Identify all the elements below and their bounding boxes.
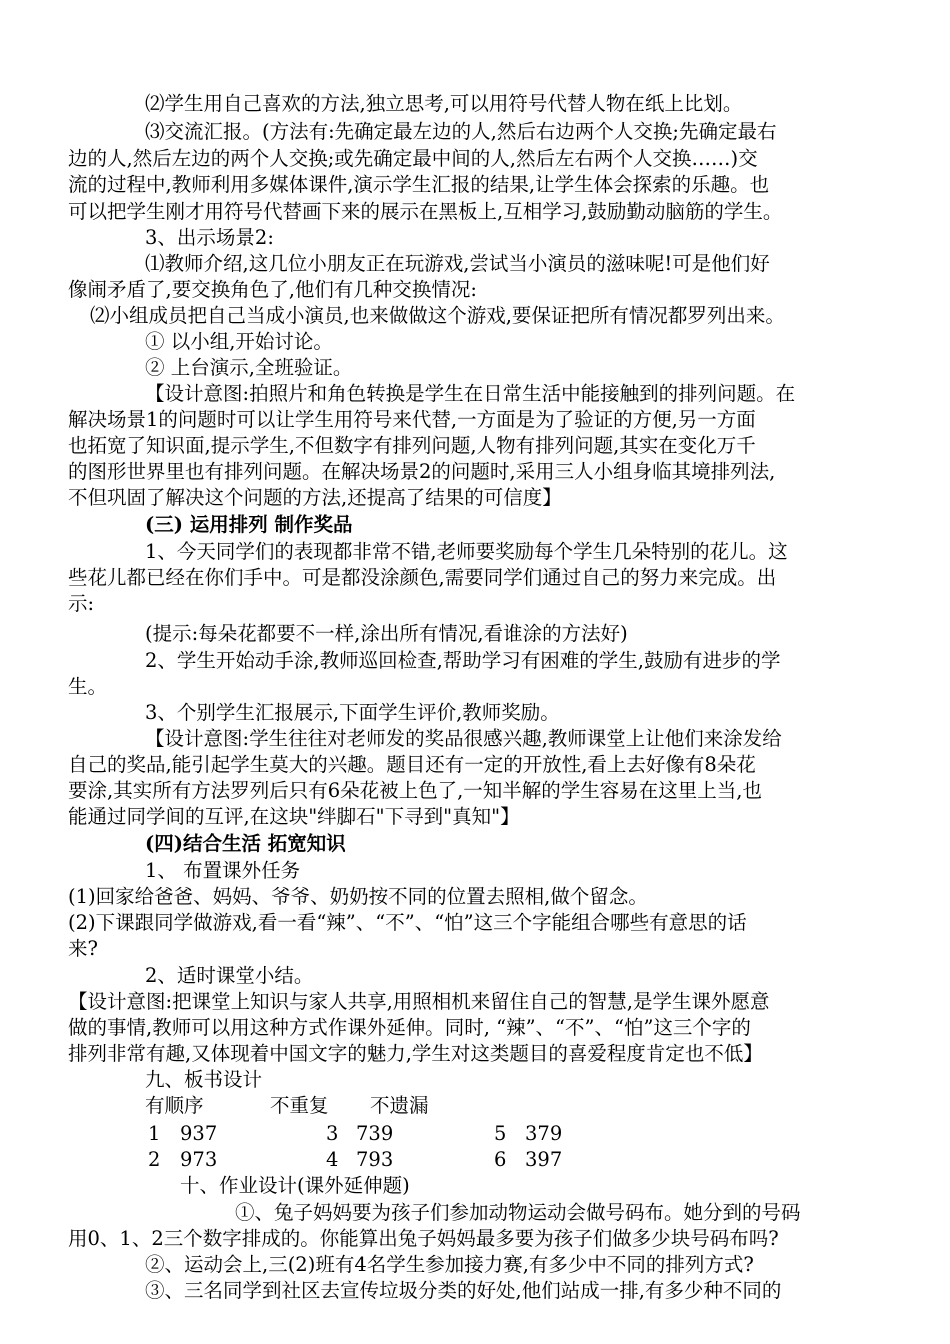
text-line: ① 以小组,开始讨论。	[145, 330, 333, 353]
section-heading: (三) 运用排列 制作奖品	[145, 513, 353, 536]
board-cell: 1	[148, 1122, 161, 1145]
text-line: 3、出示场景2:	[145, 226, 274, 249]
text-line: ⑵小组成员把自己当成小演员,也来做做这个游戏,要保证把所有情况都罗列出来。	[90, 304, 785, 327]
board-header: 有顺序	[145, 1094, 204, 1117]
text-line: ⑴教师介绍,这几位小朋友正在玩游戏,尝试当小演员的滋味呢!可是他们好	[145, 252, 770, 275]
board-cell: 793	[356, 1148, 394, 1171]
text-line: 不但巩固了解决这个问题的方法,还提高了结果的可信度】	[68, 486, 562, 509]
board-cell: 5	[494, 1122, 507, 1145]
board-cell: 937	[180, 1122, 218, 1145]
text-line: 也拓宽了知识面,提示学生,不但数字有排列问题,人物有排列问题,其实在变化万千	[68, 434, 756, 457]
board-cell: 4	[326, 1148, 339, 1171]
section-heading: (四)结合生活 拓宽知识	[145, 832, 346, 855]
text-line: 做的事情,教师可以用这种方式作课外延伸。同时, “辣”、“不”、“怕”这三个字的	[68, 1016, 751, 1039]
board-cell: 973	[180, 1148, 218, 1171]
text-line: 十、作业设计(课外延伸题)	[180, 1174, 410, 1197]
text-line: 要涂,其实所有方法罗列后只有6朵花被上色了,一知半解的学生容易在这里上当,也	[68, 779, 763, 802]
text-line: 像闹矛盾了,要交换角色了,他们有几种交换情况:	[68, 278, 477, 301]
text-line: ②、运动会上,三(2)班有4名学生参加接力赛,有多少中不同的排列方式?	[145, 1253, 754, 1276]
text-line: 2、学生开始动手涂,教师巡回检查,帮助学习有困难的学生,鼓励有进步的学	[145, 649, 781, 672]
text-line: 自己的奖品,能引起学生莫大的兴趣。题目还有一定的开放性,看上去好像有8朵花	[68, 753, 756, 776]
board-header: 不重复	[270, 1094, 329, 1117]
board-cell: 6	[494, 1148, 507, 1171]
text-line: 用0、1、2三个数字排成的。你能算出兔子妈妈最多要为孩子们做多少块号码布吗?	[68, 1227, 779, 1250]
text-line: 的图形世界里也有排列问题。在解决场景2的问题时,采用三人小组身临其境排列法,	[68, 460, 776, 483]
text-line: 流的过程中,教师利用多媒体课件,演示学生汇报的结果,让学生体会探索的乐趣。也	[68, 173, 770, 196]
text-line: 【设计意图:拍照片和角色转换是学生在日常生活中能接触到的排列问题。在	[145, 382, 796, 405]
text-line: 1、今天同学们的表现都非常不错,老师要奖励每个学生几朵特别的花儿。这	[145, 540, 788, 563]
text-line: ② 上台演示,全班验证。	[145, 356, 353, 379]
text-line: 生。	[68, 675, 108, 698]
text-line: 九、板书设计	[145, 1068, 263, 1091]
text-line: 排列非常有趣,又体现着中国文字的魅力,学生对这类题目的喜爱程度肯定也不低】	[68, 1042, 763, 1065]
text-line: (提示:每朵花都要不一样,涂出所有情况,看谁涂的方法好)	[145, 622, 628, 645]
text-line: (1)回家给爸爸、妈妈、爷爷、奶奶按不同的位置去照相,做个留念。	[68, 885, 648, 908]
board-cell: 739	[356, 1122, 394, 1145]
text-line: 来?	[68, 937, 98, 960]
text-line: ③、三名同学到社区去宣传垃圾分类的好处,他们站成一排,有多少种不同的	[145, 1279, 782, 1302]
text-line: 可以把学生刚才用符号代替画下来的展示在黑板上,互相学习,鼓励勤动脑筋的学生。	[68, 200, 783, 223]
text-line: (2)下课跟同学做游戏,看一看“辣”、“不”、“怕”这三个字能组合哪些有意思的话	[68, 911, 747, 934]
board-header: 不遗漏	[370, 1094, 429, 1117]
text-line: 能通过同学间的互评,在这块"绊脚石"下寻到"真知"】	[68, 805, 520, 828]
text-line: 2、适时课堂小结。	[145, 964, 314, 987]
board-cell: 2	[148, 1148, 161, 1171]
board-cell: 3	[326, 1122, 339, 1145]
board-cell: 379	[525, 1122, 563, 1145]
text-line: 边的人,然后左边的两个人交换;或先确定最中间的人,然后左右两个人交换……)交	[68, 147, 758, 170]
text-line: 【设计意图:把课堂上知识与家人共享,用照相机来留住自己的智慧,是学生课外愿意	[68, 990, 770, 1013]
text-line: 解决场景1的问题时可以让学生用符号来代替,一方面是为了验证的方便,另一方面	[68, 408, 756, 431]
text-line: ①、兔子妈妈要为孩子们参加动物运动会做号码布。她分到的号码	[235, 1201, 801, 1224]
text-line: ⑶交流汇报。(方法有:先确定最左边的人,然后右边两个人交换;先确定最右	[145, 120, 777, 143]
text-line: 示:	[68, 592, 95, 615]
text-line: 些花儿都已经在你们手中。可是都没涂颜色,需要同学们通过自己的努力来完成。出	[68, 566, 777, 589]
text-line: ⑵学生用自己喜欢的方法,独立思考,可以用符号代替人物在纸上比划。	[145, 92, 743, 115]
text-line: 1、 布置课外任务	[145, 859, 301, 882]
board-cell: 397	[525, 1148, 563, 1171]
text-line: 【设计意图:学生往往对老师发的奖品很感兴趣,教师课堂上让他们来涂发给	[145, 727, 782, 750]
text-line: 3、个别学生汇报展示,下面学生评价,教师奖励。	[145, 701, 560, 724]
